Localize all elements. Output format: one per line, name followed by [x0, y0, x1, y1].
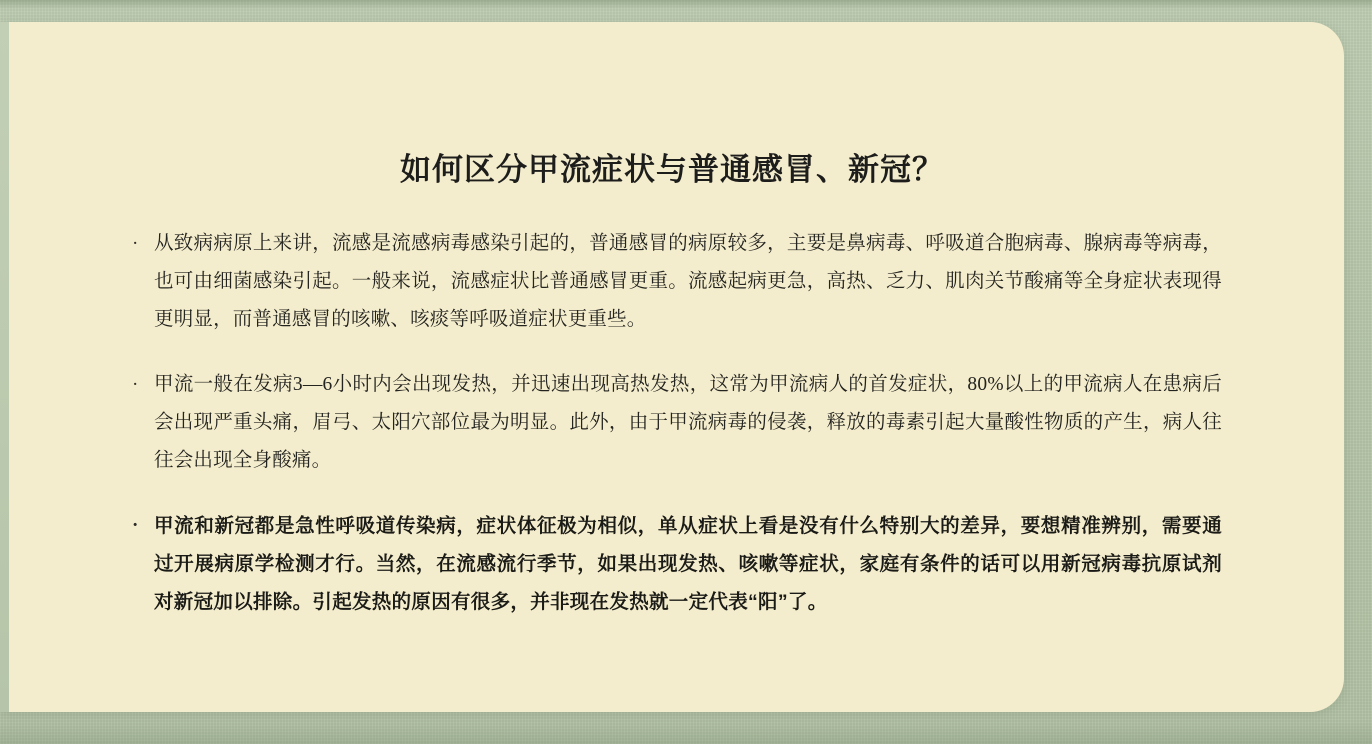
list-item-text: 甲流一般在发病3—6小时内会出现发热，并迅速出现高热发热，这常为甲流病人的首发症状，80%以上的甲流病人在患病后会出现严重头痛，眉弓、太阳穴部位最为明显。此外，由于甲流病毒的侵袭，释放的毒素引起大量酸性物质的产生，病人往往会出现全身酸痛。	[154, 374, 1222, 471]
content-card	[0, 22, 1344, 712]
top-decorative-band	[0, 0, 1372, 9]
list-item	[132, 366, 1222, 480]
card-left-stripe	[0, 22, 9, 712]
list-item-text: 甲流和新冠都是急性呼吸道传染病，症状体征极为相似，单从症状上看是没有什么特别大的差异，要想精准辨别，需要通过开展病原学检测才行。当然，在流感流行季节，如果出现发热、咳嗽等症状，家庭有条件的话可以用新冠病毒抗原试剂对新冠加以排除。引起发热的原因有很多，并非现在发热就一定代表“阳”了。	[154, 515, 1222, 613]
page-title: 如何区分甲流症状与普通感冒、新冠？	[400, 152, 944, 187]
bullet-list	[132, 225, 1222, 621]
bullet-marker-icon: ·	[132, 515, 139, 536]
list-item-text: 从致病病原上来讲，流感是流感病毒感染引起的，普通感冒的病原较多，主要是鼻病毒、呼吸道合胞病毒、腺病毒等病毒，也可由细菌感染引起。一般来说，流感症状比普通感冒更重。流感起病更急，高热、乏力、肌肉关节酸痛等全身症状表现得更明显，而普通感冒的咳嗽、咳痰等呼吸道症状更重些。	[154, 233, 1222, 330]
bullet-marker-icon: ·	[132, 233, 139, 254]
bottom-decorative-band	[0, 722, 1372, 744]
list-item	[132, 507, 1222, 621]
list-item	[132, 225, 1222, 339]
bullet-marker-icon: ·	[132, 374, 139, 395]
